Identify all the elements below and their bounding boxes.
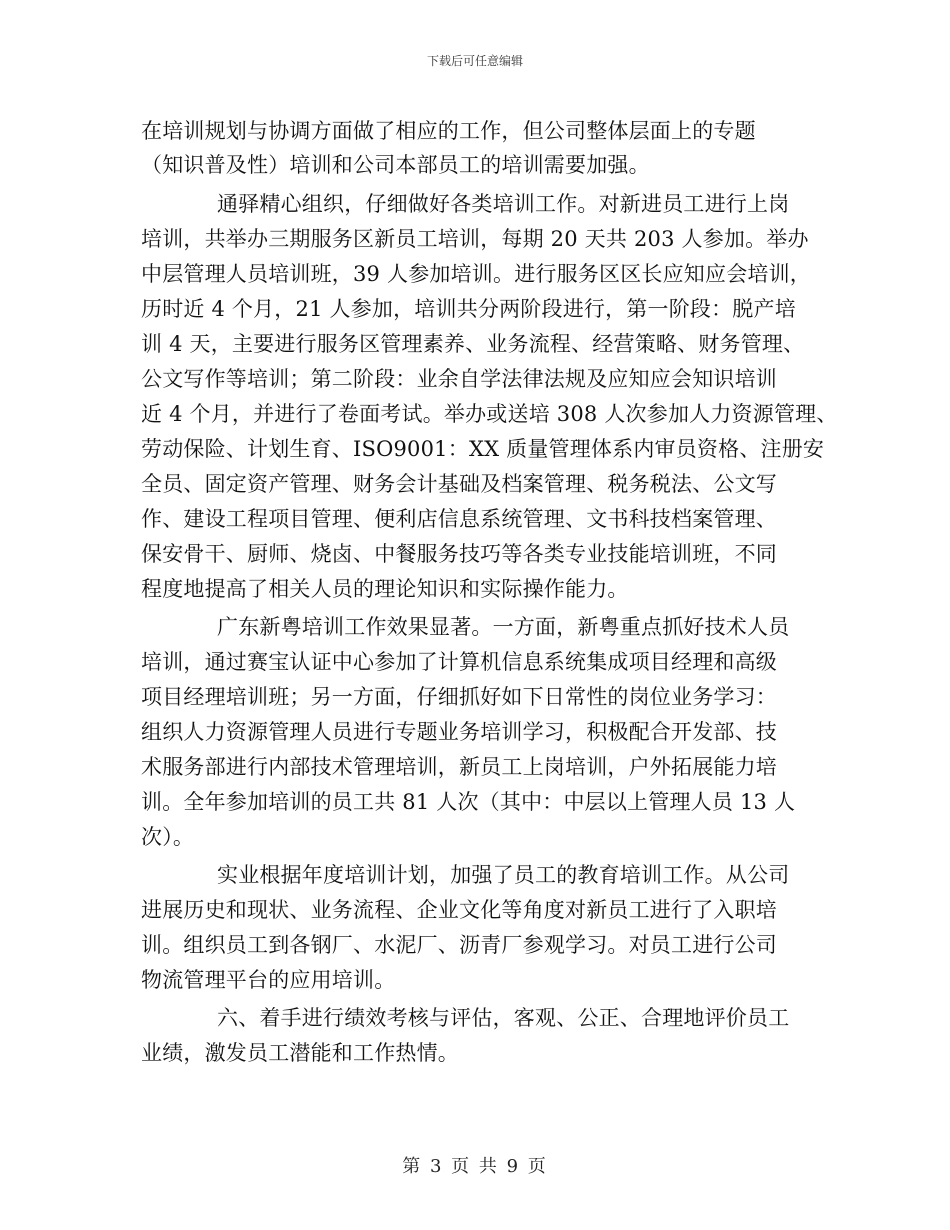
body-line: 物流管理平台的应用培训。 [141, 968, 396, 992]
body-line: 业绩，激发员工潜能和工作热情。 [141, 1041, 459, 1065]
body-line: 全员、固定资产管理、财务会计基础及档案管理、税务税法、公文写 [141, 472, 777, 496]
body-line: 实业根据年度培训计划，加强了员工的教育培训工作。从公司 [217, 863, 790, 887]
body-line: 项目经理培训班；另一方面，仔细抓好如下日常性的岗位业务学习： [141, 685, 777, 709]
page-number-footer: 第 3 页 共 9 页 [402, 1156, 548, 1177]
body-line: 术服务部进行内部技术管理培训，新员工上岗培训，户外拓展能力培 [141, 755, 777, 779]
body-line: 历时近 4 个月，21 人参加，培训共分两阶段进行，第一阶段：脱产培 [141, 297, 796, 321]
body-line: 组织人力资源管理人员进行专题业务培训学习，积极配合开发部、技 [141, 720, 777, 744]
body-line: 培训，共举办三期服务区新员工培训，每期 20 天共 203 人参加。举办 [141, 227, 809, 251]
body-line: 训。全年参加培训的员工共 81 人次（其中：中层以上管理人员 13 人 [141, 790, 796, 814]
body-line: 近 4 个月，并进行了卷面考试。举办或送培 308 人次参加人力资源管理、 [141, 402, 838, 426]
body-line: 在培训规划与协调方面做了相应的工作，但公司整体层面上的专题 [141, 119, 756, 143]
body-line: 次）。 [141, 825, 195, 849]
body-line: 中层管理人员培训班，39 人参加培训。进行服务区区长应知应会培训， [141, 262, 811, 286]
body-line: 公文写作等培训；第二阶段：业余自学法律法规及应知应会知识培训 [141, 367, 777, 391]
body-line: 培训，通过赛宝认证中心参加了计算机信息系统集成项目经理和高级 [141, 650, 777, 674]
body-line: 作、建设工程项目管理、便利店信息系统管理、文书科技档案管理、 [141, 507, 777, 531]
page-header-note: 下载后可任意编辑 [426, 54, 523, 68]
body-line: 进展历史和现状、业务流程、企业文化等角度对新员工进行了入职培 [141, 898, 777, 922]
body-line: 训。组织员工到各钢厂、水泥厂、沥青厂参观学习。对员工进行公司 [141, 933, 777, 957]
body-line: 通驿精心组织，仔细做好各类培训工作。对新进员工进行上岗 [217, 192, 790, 216]
body-line: 劳动保险、计划生育、ISO9001：XX 质量管理体系内审员资格、注册安 [141, 437, 825, 461]
body-line: 广东新粤培训工作效果显著。一方面，新粤重点抓好技术人员 [217, 615, 790, 639]
body-line: 训 4 天，主要进行服务区管理素养、业务流程、经营策略、财务管理、 [141, 332, 805, 356]
body-line: 六、着手进行绩效考核与评估，客观、公正、合理地评价员工 [217, 1006, 790, 1030]
body-line: （知识普及性）培训和公司本部员工的培训需要加强。 [141, 153, 650, 177]
body-line: 程度地提高了相关人员的理论知识和实际操作能力。 [141, 577, 629, 601]
body-line: 保安骨干、厨师、烧卤、中餐服务技巧等各类专业技能培训班，不同 [141, 542, 777, 566]
